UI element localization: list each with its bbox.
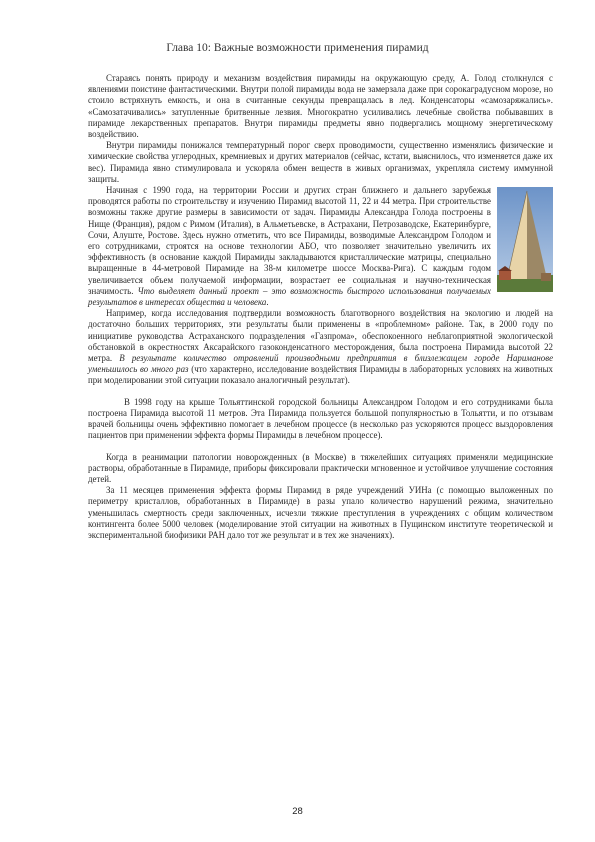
paragraph: Когда в реанимации патологии новорожденных (в Москве) в тяжелейших ситуациях применяли медицинские растворы, обработанные в Пирамиде, приборы фиксировали практически мгновенное и устойчивое улучшение состояния детей. <box>88 451 553 484</box>
page-number: 28 <box>292 806 303 817</box>
paragraph: В 1998 году на крыше Тольяттинской городской больницы Александром Голодом и его сотрудниками была построена Пирамида высотой 11 метров. Эта Пирамида пользуется большой популярностью в Тольятти, и по отзывам врачей больницы очень эффективно помогает в лечебном процессе (в несколько раз ускоряются процесс выздоровления пациентов при применении эффекта формы Пирамиды в лечебном процессе). <box>88 396 553 441</box>
chapter-heading: Глава 10: Важные возможности применения пирамид <box>166 42 429 54</box>
italic-phrase: Что выделяет данный проект – это возможность быстрого использования получаемых результатов в интересах общества и человека <box>88 285 491 308</box>
paragraph: Стараясь понять природу и механизм воздействия пирамиды на окружающую среду, А. Голод столкнулся с явлениями поистине фантастическими. Внутри полой пирамиды вода не замерзала даже при сорокаградусном морозе, но стоило встряхнуть емкость, и она в считанные секунды превращалась в лед. Конденсаторы «самозаряжались». «Самозатачивались» затупленные бритвенные лезвия. Многократно усиливались лечебные свойства побывавших в пирамиде лекарственных препаратов. Внутри пирамиды предметы явно подвергались мощному энергетическому воздействию. <box>88 73 553 140</box>
paragraph: Начиная с 1990 года, на территории России и других стран ближнего и дальнего зарубежья проводятся работы по строительству и изучению Пирамид высотой 11, 22 и 44 метра. При строительстве возможны также другие размеры в зависимости от задач. Пирамиды Александра Голода построены в Нище (Франция), рядом с Римом (Италия), в Альметьевске, в Астрахани, Петрозаводске, Екатеринбурге, Сочи, Алуште, Ростове. Здесь нужно отметить, что все Пирамиды, возводимые Александром Голодом и его сотрудниками, строятся на основе технологии АБО, что позволяет значительно увеличить их эффективность (в основание каждой Пирамиды закладываются кристаллические матрицы, специально выращенные в 44-метровой Пирамиде на 38-м километре шоссе Москва-Рига). С каждым годом увеличивается объем получаемой информации, возрастает ее социальная и научно-техническая значимость. Что выделяет данный проект – это возможность быстрого использования получаемых результатов в интересах общества и человека. <box>88 185 553 308</box>
body-text <box>88 73 553 541</box>
italic-phrase: В результате количество отравлений производными предприятия в близлежащем городе Наримановe уменьшилось во много раз <box>88 353 554 375</box>
paragraph: За 11 месяцев применения эффекта формы Пирамид в ряде учреждений УИНа (с помощью выложенных по периметру кристаллов, обработанных в Пирамиде) в разы упало количество нарушений режима, значительно уменьшилась смертность среди заключенных, исчезли тяжкие преступления в учреждениях с общим количеством контингента более 5000 человек (моделирование этой ситуации на животных в Пущинском институте теоретической и экспериментальной биофизики РАН дало тот же результат и в тех же значениях). <box>88 485 553 540</box>
paragraph: Например, когда исследования подтвердили возможность благотворного воздействия на экологию и людей на достаточно больших территориях, эти результаты были применены в «проблемном» районе. Так, в 2000 году по инициативе руководства Астраханского подразделения «Газпрома», обеспокоенного неблагоприятной экологической обстановкой в окрестностях Аксарайского газоконденсатного месторождения, была построена Пирамида высотой 22 метра. В результате количество отравлений производными предприятия в близлежащем городе Наримановe уменьшилось во много раз (что характерно, исследование воздействия Пирамиды в лабораторных условиях на животных при моделировании этой ситуации показало аналогичный результат). <box>88 308 554 386</box>
pyramid-photo <box>497 187 553 292</box>
paragraph: Внутри пирамиды понижался температурный порог сверх проводимости, существенно изменялись физические и химические свойства углеродных, кремниевых и других материалов (сейчас, кстати, выяснилось, что изменяется даже их вес). Пирамида явно стимулировала и ускоряла обмен веществ в живых организмах, укрепляла систему иммунной защиты. <box>88 140 553 184</box>
